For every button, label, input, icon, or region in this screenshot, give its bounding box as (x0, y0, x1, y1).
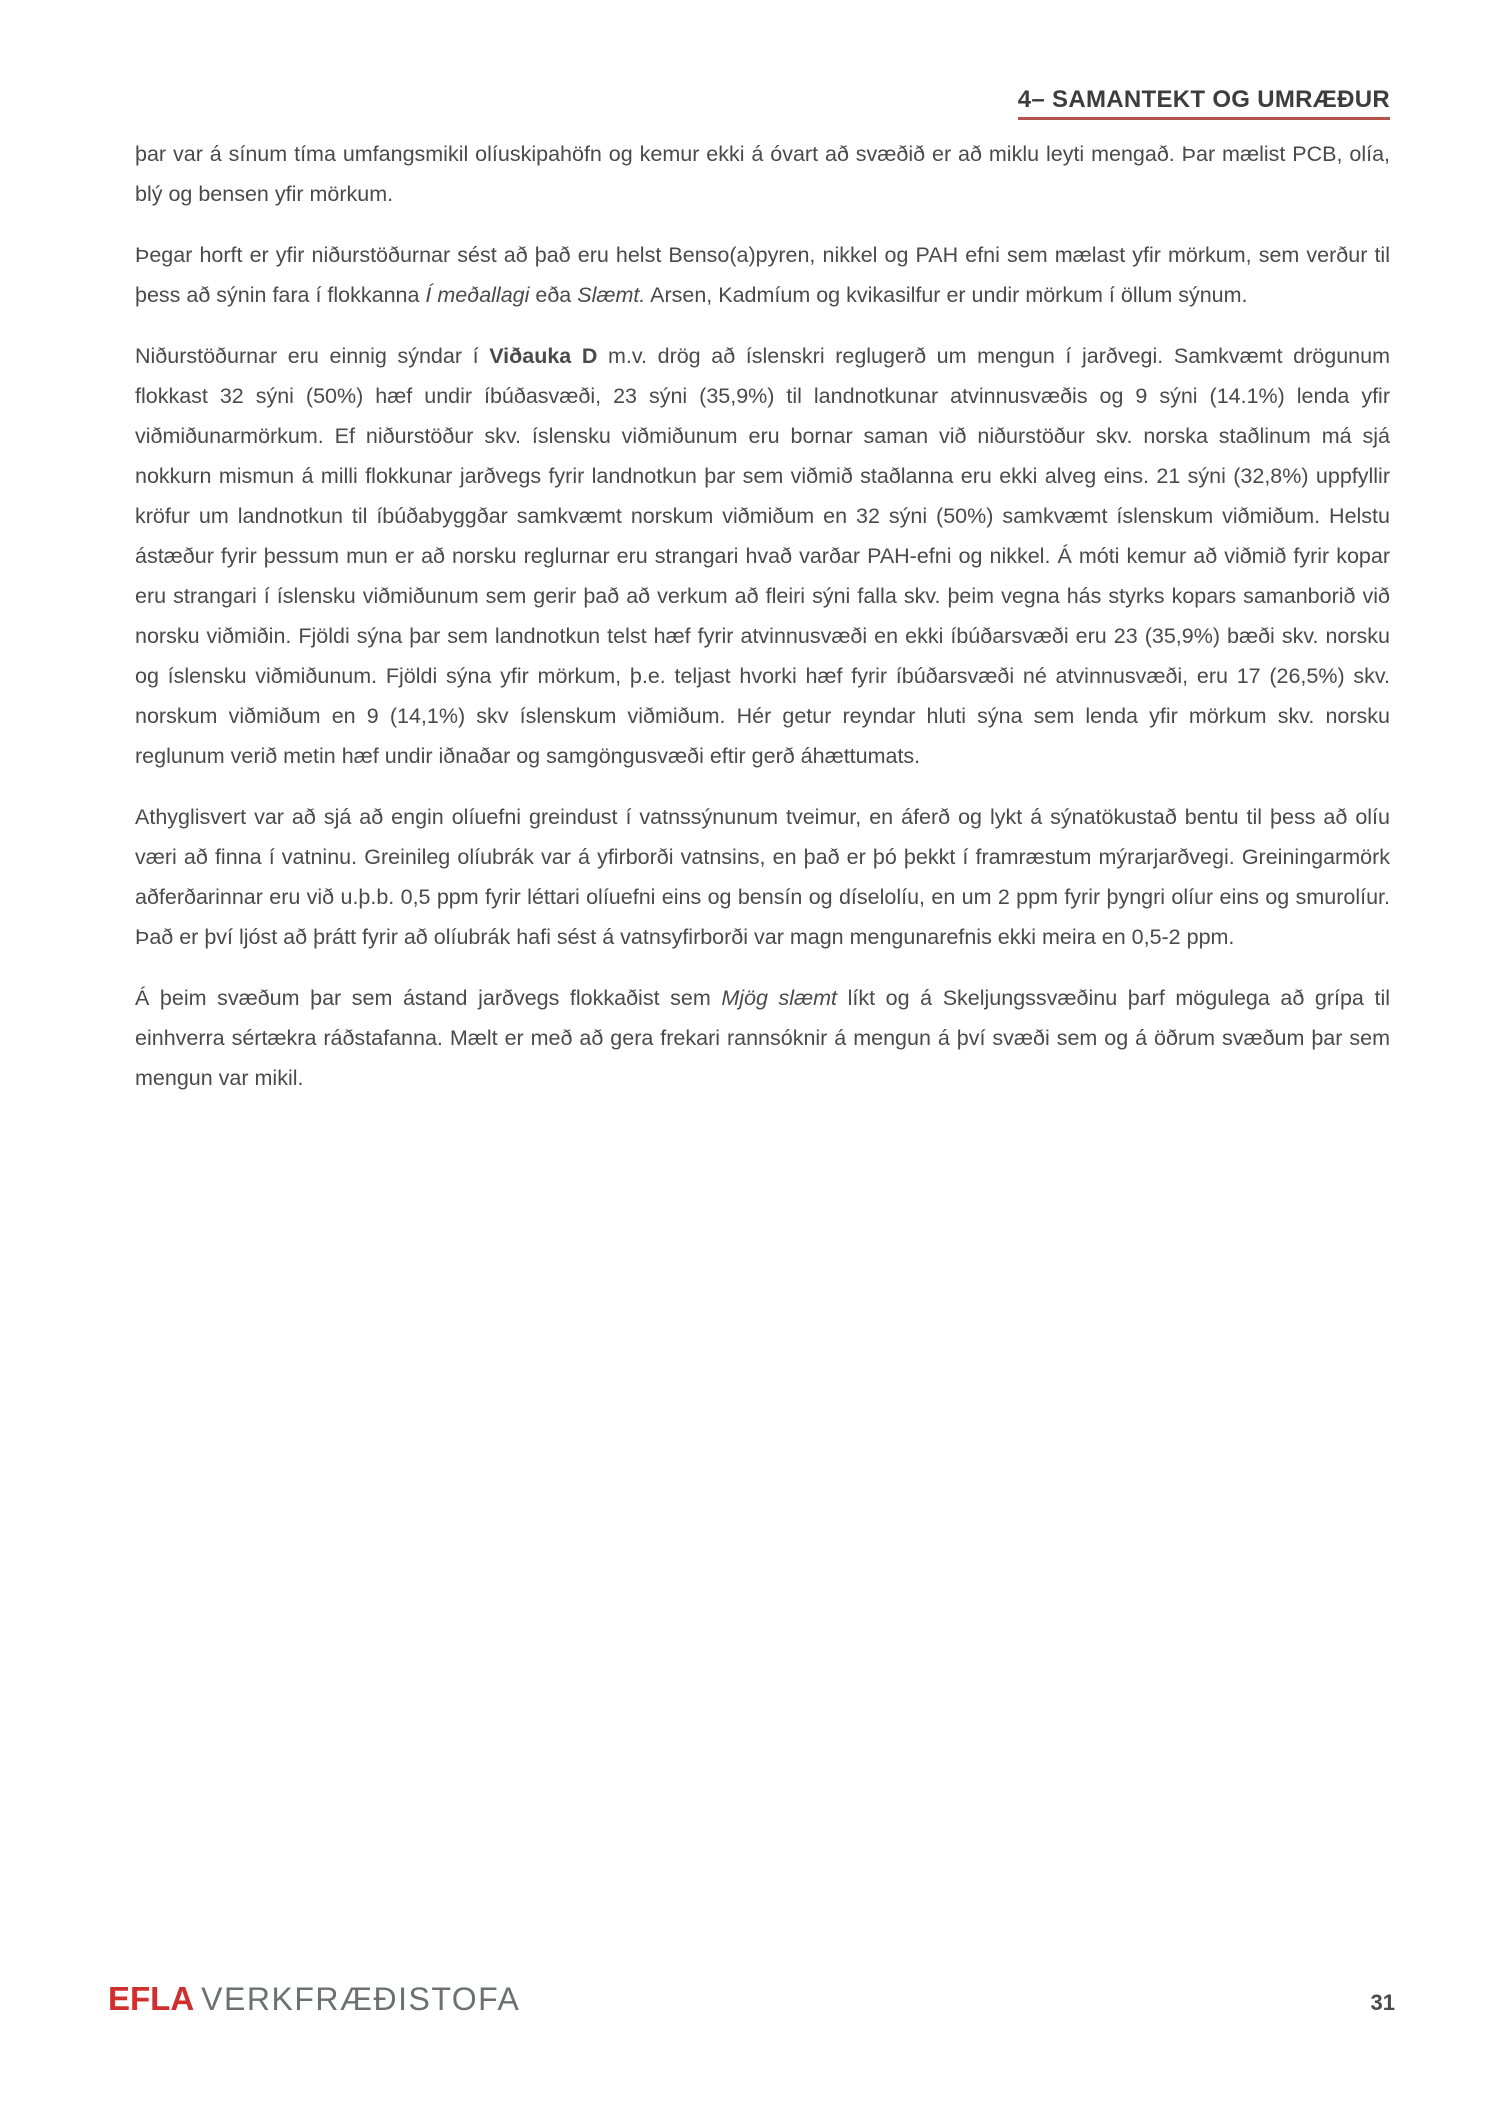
efla-logo (108, 1980, 520, 2018)
text-run: líkt og á Skeljungssvæðinu þarf mögulega að grípa til einhverra sértækra ráðstafanna. Mælt er með að gera frekari rannsóknir á mengun á því svæði sem og á öðrum svæðum þar sem mengun var mikil. (135, 986, 1390, 1090)
text-run-italic: Slæmt. (577, 283, 646, 307)
paragraph-4 (135, 797, 1390, 957)
text-run: þar var á sínum tíma umfangsmikil olíuskipahöfn og kemur ekki á óvart að svæðið er að miklu leyti mengað. Þar mælist PCB, olía, blý og bensen yfir mörkum. (135, 142, 1390, 206)
text-run: Á þeim svæðum þar sem ástand jarðvegs flokkaðist sem (135, 986, 722, 1010)
text-run: Athyglisvert var að sjá að engin olíuefni greindust í vatnssýnunum tveimur, en áferð og lykt á sýnatökustað bentu til þess að olíu væri að finna í vatninu. Greinileg olíubrák var á yfirborði vatnsins, en það er þó þekkt í framræstum mýrarjarðvegi. Greiningarmörk aðferðarinnar eru við u.þ.b. 0,5 ppm fyrir léttari olíuefni eins og bensín og díselolíu, en um 2 ppm fyrir þyngri olíur eins og smurolíur. Það er því ljóst að þrátt fyrir að olíubrák hafi sést á vatnsyfirborði var magn mengunarefnis ekki meira en 0,5-2 ppm. (135, 805, 1390, 949)
paragraph-3 (135, 336, 1390, 776)
text-run: Þegar horft er yfir niðurstöðurnar sést að það eru helst Benso(a)pyren, nikkel og PAH efni sem mælast yfir mörkum, sem verður til þess að sýnin fara í flokkanna (135, 243, 1390, 307)
page-number: 31 (1370, 1990, 1395, 2015)
text-run-italic: Í meðallagi (425, 283, 530, 307)
document-body (135, 134, 1390, 1119)
text-run: Arsen, Kadmíum og kvikasilfur er undir mörkum í öllum sýnum. (645, 283, 1248, 307)
text-run: eða (529, 283, 578, 307)
logo-brand-text: EFLA (108, 1980, 195, 2017)
section-header-label: 4– SAMANTEKT OG UMRÆÐUR (1018, 86, 1390, 120)
text-run: m.v. drög að íslenskri reglugerð um mengun í jarðvegi. Samkvæmt drögunum flokkast 32 sýni (50%) hæf undir íbúðasvæði, 23 sýni (35,9%) til landnotkunar atvinnusvæðis og 9 sýni (14.1%) lenda yfir viðmiðunarmörkum. Ef niðurstöður skv. íslensku viðmiðunum eru bornar saman við niðurstöður skv. norska staðlinum má sjá nokkurn mismun á milli flokkunar jarðvegs fyrir landnotkun þar sem viðmið staðlanna eru ekki alveg eins. 21 sýni (32,8%) uppfyllir kröfur um landnotkun til íbúðabyggðar samkvæmt norskum viðmiðum en 32 sýni (50%) samkvæmt íslenskum viðmiðum. Helstu ástæður fyrir þessum mun er að norsku reglurnar eru strangari hvað varðar PAH-efni og nikkel. Á móti kemur að viðmið fyrir kopar eru strangari í íslensku viðmiðunum sem gerir það að verkum að fleiri sýni falla skv. þeim vegna hás styrks kopars samanborið við norsku viðmiðin. Fjöldi sýna þar sem landnotkun telst hæf fyrir atvinnusvæði en ekki íbúðarsvæði eru 23 (35,9%) bæði skv. norsku og íslensku viðmiðunum. Fjöldi sýna yfir mörkum, þ.e. teljast hvorki hæf fyrir íbúðarsvæði né atvinnusvæði, eru 17 (26,5%) skv. norskum viðmiðum en 9 (14,1%) skv íslenskum viðmiðum. Hér getur reyndar hluti sýna sem lenda yfir mörkum skv. norsku reglunum verið metin hæf undir iðnaðar og samgöngusvæði eftir gerð áhættumats. (135, 344, 1390, 768)
paragraph-5 (135, 978, 1390, 1098)
text-run-bold: Viðauka D (489, 344, 598, 368)
text-run: Niðurstöðurnar eru einnig sýndar í (135, 344, 490, 368)
page-header (1018, 86, 1390, 120)
paragraph-1 (135, 134, 1390, 214)
logo-suffix-text: VERKFRÆÐISTOFA (201, 1981, 521, 2017)
text-run-italic: Mjög slæmt (721, 986, 838, 1010)
paragraph-2 (135, 235, 1390, 315)
